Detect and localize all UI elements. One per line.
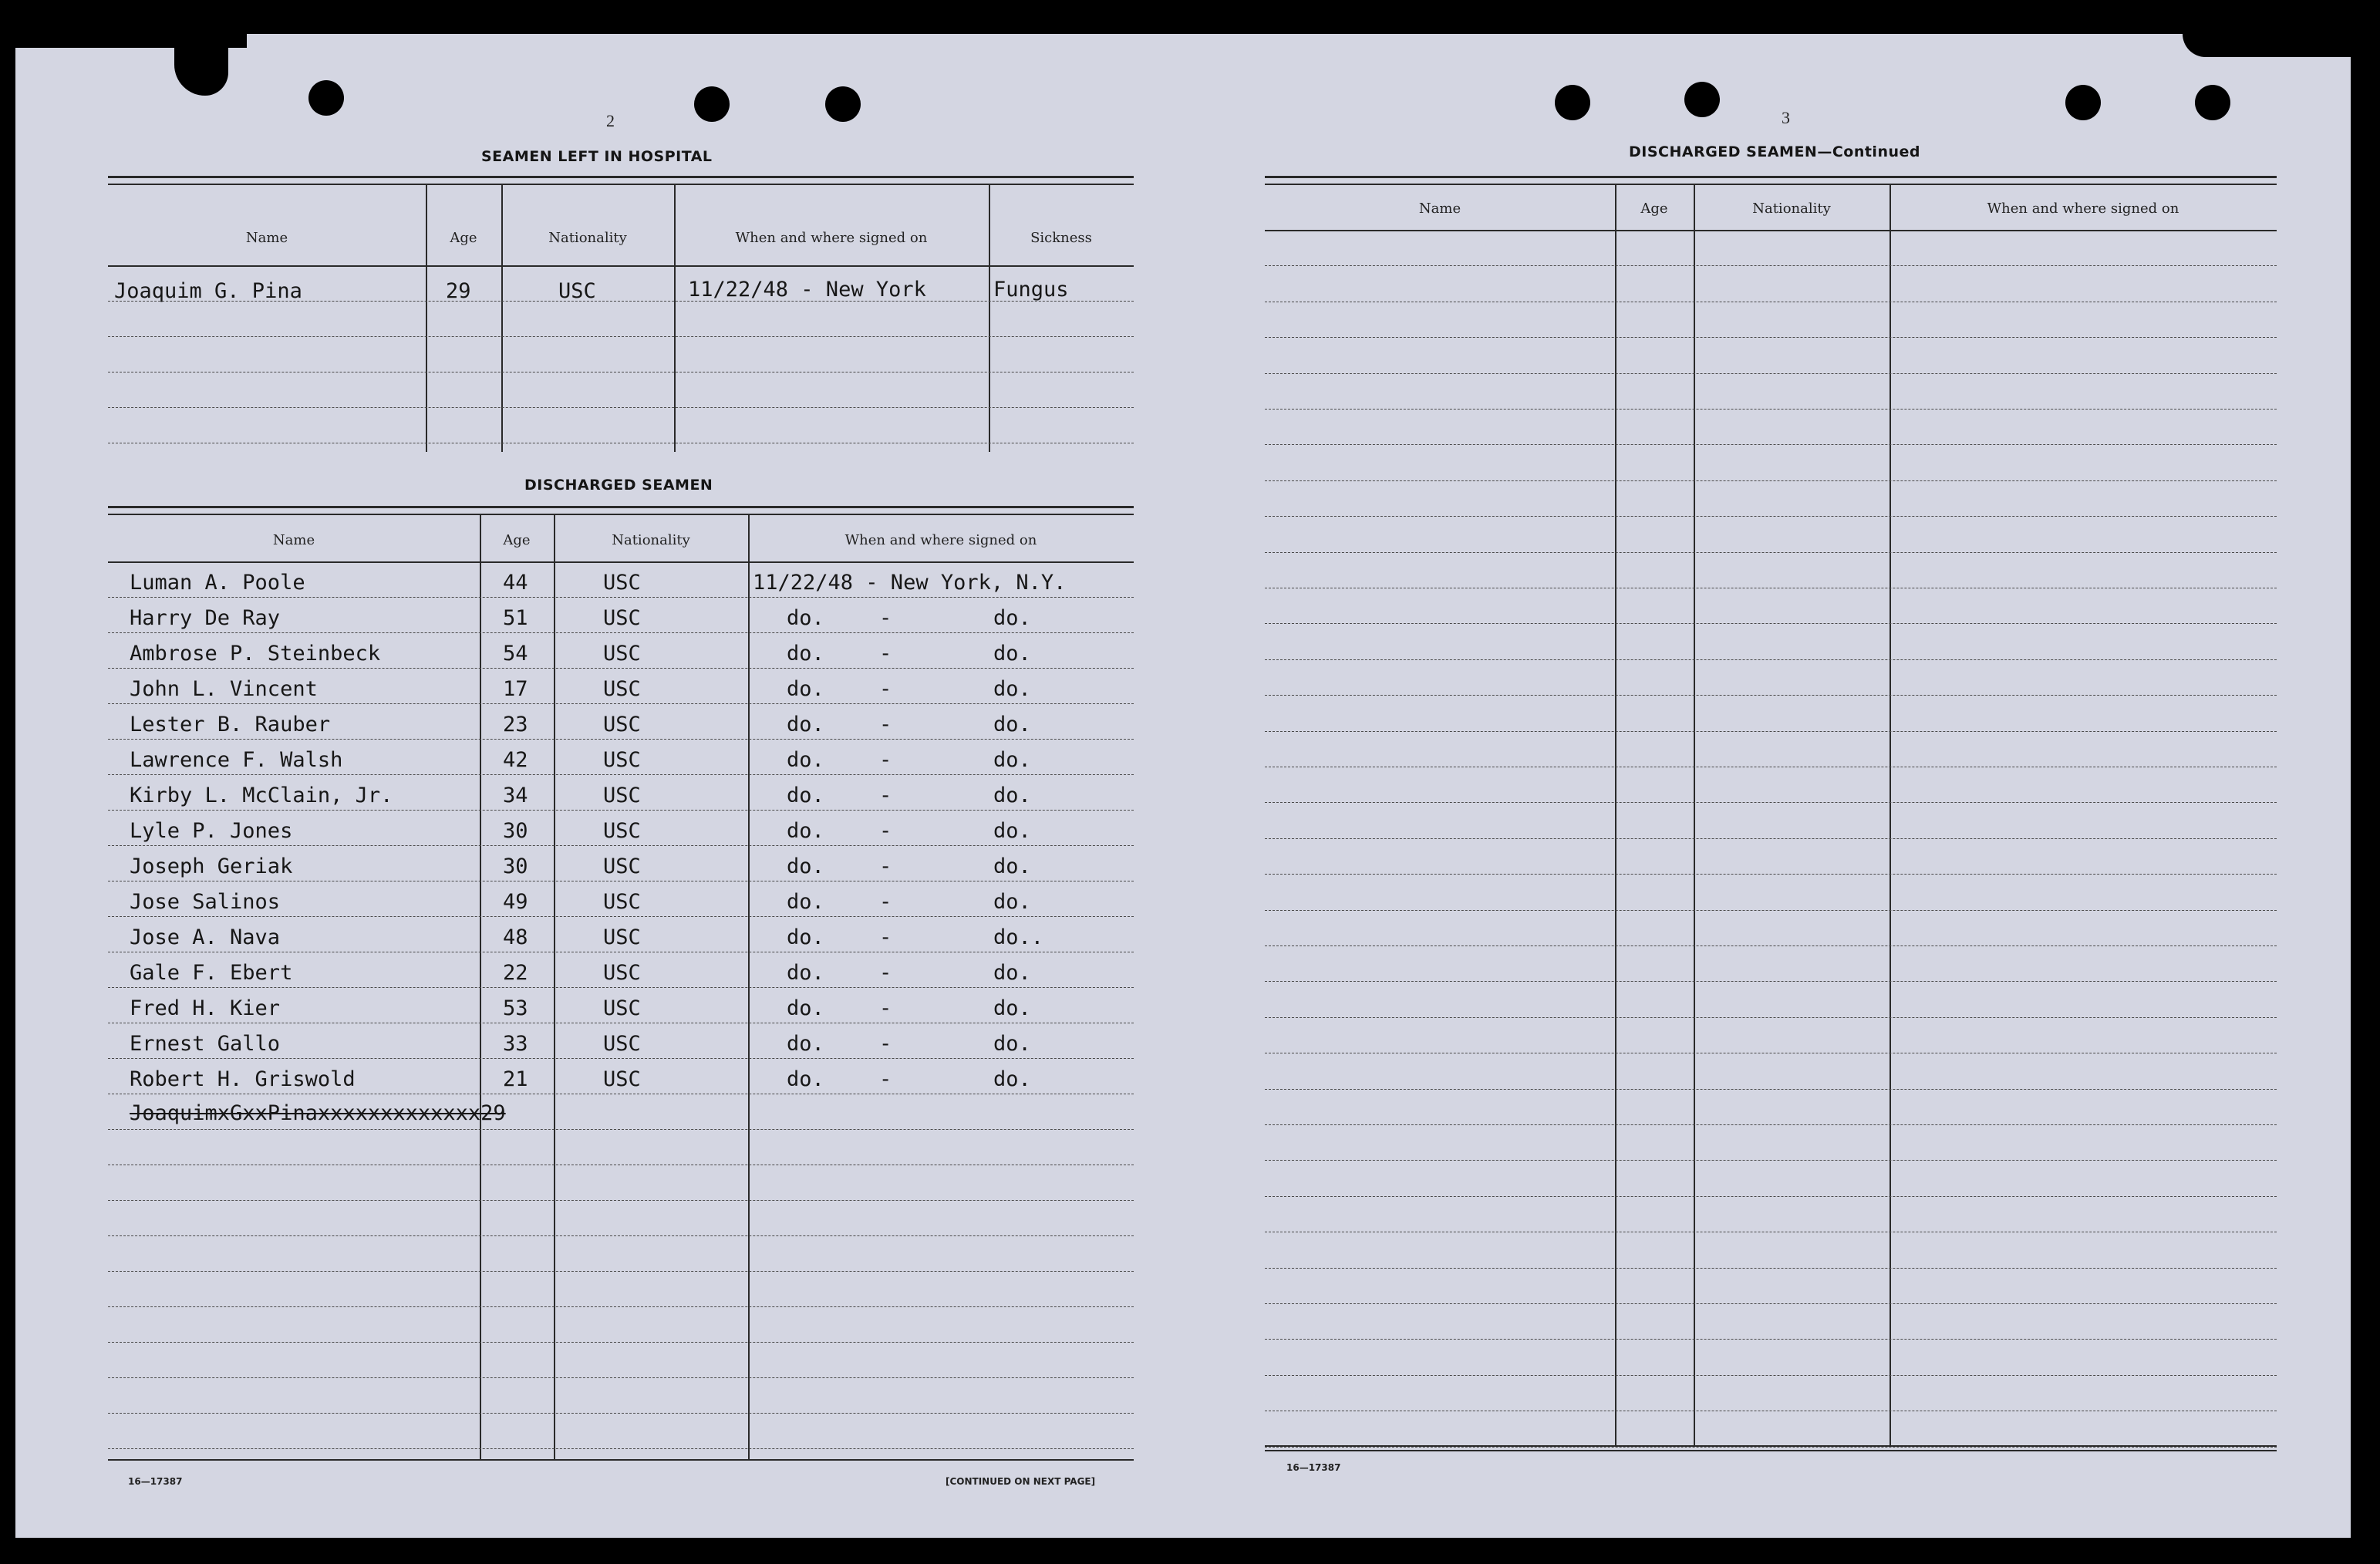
seaman-name: Gale F. Ebert [130, 961, 293, 985]
seaman-name: Luman A. Poole [130, 571, 305, 595]
seaman-nationality: USC [603, 1032, 641, 1056]
seaman-signed-on-do: do. [993, 819, 1031, 843]
seaman-name: Lester B. Rauber [130, 713, 331, 736]
hospital-row-signed-on: 11/22/48 - New York [688, 278, 926, 302]
seaman-signed-on-do: do. [787, 819, 824, 843]
header-name: Name [245, 230, 288, 246]
header-signed-on: When and where signed on [844, 532, 1037, 548]
right-page [1172, 34, 2351, 1538]
seaman-signed-on-dash: - [879, 925, 892, 949]
header-name: Name [1418, 201, 1461, 217]
seaman-signed-on-do: do. [787, 677, 824, 701]
seaman-name: Jose Salinos [130, 890, 281, 914]
seaman-signed-on-do: do. [993, 854, 1031, 878]
hospital-table [108, 176, 1134, 490]
header-age: Age [1640, 201, 1668, 217]
seaman-signed-on-dash: - [879, 819, 892, 843]
seaman-signed-on-dash: - [879, 1032, 892, 1056]
seaman-age: 23 [503, 713, 528, 736]
seaman-name: Kirby L. McClain, Jr. [130, 784, 393, 807]
hospital-title: SEAMEN LEFT IN HOSPITAL [481, 148, 713, 165]
seaman-signed-on-do: do. [787, 748, 824, 772]
header-name: Name [272, 532, 315, 548]
seaman-signed-on-dash: - [879, 784, 892, 807]
seaman-age: 54 [503, 642, 528, 666]
seaman-age: 33 [503, 1032, 528, 1056]
hospital-row-age: 29 [446, 279, 471, 303]
hospital-row-sickness: Fungus [993, 278, 1069, 302]
seaman-age: 42 [503, 748, 528, 772]
seaman-nationality: USC [603, 961, 641, 985]
seaman-name: Lawrence F. Walsh [130, 748, 343, 772]
form-number: 16—17387 [1286, 1462, 1341, 1473]
seaman-nationality: USC [603, 677, 641, 701]
seaman-signed-on-dash: - [879, 996, 892, 1020]
seaman-name: Fred H. Kier [130, 996, 281, 1020]
seaman-name: Harry De Ray [130, 606, 281, 630]
seaman-signed-on-dash: - [879, 677, 892, 701]
seaman-signed-on-do: do.. [993, 925, 1044, 949]
seaman-signed-on-do: do. [787, 996, 824, 1020]
seaman-nationality: USC [603, 571, 641, 595]
seaman-signed-on-dash: - [879, 854, 892, 878]
seaman-signed-on-dash: - [879, 961, 892, 985]
continued-title [1629, 143, 1920, 160]
seaman-signed-on-do: do. [993, 996, 1031, 1020]
hospital-row-nationality: USC [558, 279, 596, 303]
seaman-signed-on-do: do. [993, 1067, 1031, 1091]
seaman-nationality: USC [603, 925, 641, 949]
seaman-name: Lyle P. Jones [130, 819, 293, 843]
seaman-signed-on-do: do. [787, 1032, 824, 1056]
seaman-age: 30 [503, 854, 528, 878]
seaman-signed-on-do: do. [993, 713, 1031, 736]
document-sheet [15, 34, 2351, 1538]
seaman-signed-on-do: do. [787, 713, 824, 736]
seaman-signed-on-do: do. [787, 854, 824, 878]
seaman-signed-on-do: do. [787, 784, 824, 807]
continued-title-main: DISCHARGED SEAMEN [1629, 143, 1818, 160]
seaman-age: 49 [503, 890, 528, 914]
seaman-nationality: USC [603, 996, 641, 1020]
seaman-age: 53 [503, 996, 528, 1020]
seaman-nationality: USC [603, 819, 641, 843]
seaman-nationality: USC [603, 713, 641, 736]
seaman-signed-on-do: do. [993, 677, 1031, 701]
seaman-name: Jose A. Nava [130, 925, 281, 949]
left-page [15, 34, 1172, 1538]
seaman-signed-on-do: do. [993, 1032, 1031, 1056]
seaman-nationality: USC [603, 854, 641, 878]
seaman-signed-on-dash: - [879, 890, 892, 914]
header-nationality: Nationality [1752, 201, 1831, 217]
seaman-signed-on-do: do. [787, 890, 824, 914]
discharged-table [108, 506, 1134, 1508]
seaman-signed-on-dash: - [879, 1067, 892, 1091]
seaman-signed-on-do: do. [993, 784, 1031, 807]
seaman-signed-on-do: do. [993, 606, 1031, 630]
header-sickness: Sickness [1030, 230, 1092, 246]
seaman-signed-on-do: do. [993, 748, 1031, 772]
discharged-continued-table [1265, 176, 2277, 1487]
header-nationality: Nationality [548, 230, 627, 246]
seaman-name: Robert H. Griswold [130, 1067, 356, 1091]
seaman-signed-on-do: do. [993, 890, 1031, 914]
seaman-signed-on-dash: - [879, 748, 892, 772]
seaman-nationality: USC [603, 1067, 641, 1091]
discharged-title: DISCHARGED SEAMEN [524, 477, 713, 494]
seaman-age: 21 [503, 1067, 528, 1091]
page-number: 3 [1782, 108, 1790, 127]
seaman-nationality: USC [603, 606, 641, 630]
seaman-signed-on-dash: - [879, 642, 892, 666]
seaman-nationality: USC [603, 784, 641, 807]
continued-title-suffix: —Continued [1817, 143, 1920, 160]
seaman-signed-on-do: do. [787, 961, 824, 985]
seaman-nationality: USC [603, 748, 641, 772]
seaman-signed-on-do: do. [787, 1067, 824, 1091]
seaman-signed-on-do: do. [787, 925, 824, 949]
seaman-name: Ernest Gallo [130, 1032, 281, 1056]
seaman-name: Ambrose P. Steinbeck [130, 642, 381, 666]
seaman-age: 48 [503, 925, 528, 949]
seaman-signed-on-do: do. [787, 642, 824, 666]
continued-note: [CONTINUED ON NEXT PAGE] [946, 1476, 1096, 1487]
seaman-name: John L. Vincent [130, 677, 318, 701]
header-age: Age [450, 230, 477, 246]
seaman-signed-on: 11/22/48 - New York, N.Y. [753, 571, 1067, 595]
seaman-signed-on-do: do. [993, 642, 1031, 666]
page-number: 2 [606, 111, 615, 130]
seaman-nationality: USC [603, 642, 641, 666]
header-nationality: Nationality [612, 532, 690, 548]
header-signed-on: When and where signed on [1987, 201, 2179, 217]
header-signed-on: When and where signed on [735, 230, 928, 246]
seaman-nationality: USC [603, 890, 641, 914]
seaman-age: 22 [503, 961, 528, 985]
seaman-signed-on-do: do. [787, 606, 824, 630]
seaman-name: Joseph Geriak [130, 854, 293, 878]
seaman-age: 17 [503, 677, 528, 701]
form-number: 16—17387 [128, 1476, 183, 1487]
seaman-age: 30 [503, 819, 528, 843]
struck-out-entry: JoaquimxGxxPinaxxxxxxxxxxxxx29 [130, 1101, 506, 1125]
hospital-row-name: Joaquim G. Pina [114, 279, 302, 303]
seaman-signed-on-dash: - [879, 606, 892, 630]
seaman-age: 51 [503, 606, 528, 630]
seaman-signed-on-dash: - [879, 713, 892, 736]
header-age: Age [503, 532, 531, 548]
seaman-age: 34 [503, 784, 528, 807]
seaman-signed-on-do: do. [993, 961, 1031, 985]
seaman-age: 44 [503, 571, 528, 595]
